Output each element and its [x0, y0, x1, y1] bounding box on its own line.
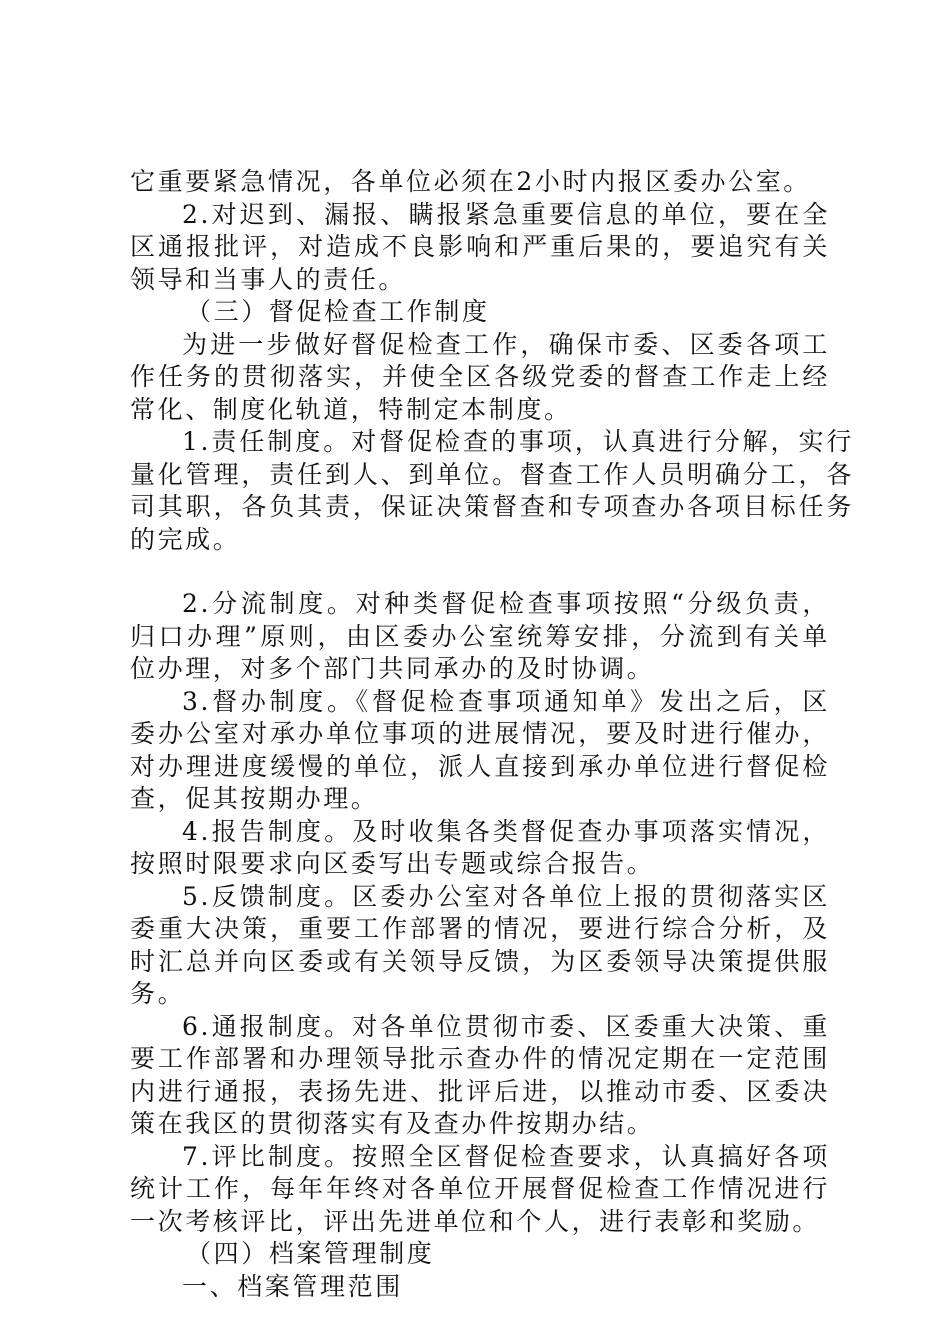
paragraph-notification-system: 6.通报制度。对各单位贯彻市委、区委重大决策、重要工作部署和办理领导批示查办件的情况定期在一定范围内进行通报，表扬先进、批评后进，以推动市委、区委决策在我区的贯彻落实有及查办件按期办结。 — [130, 1011, 830, 1138]
paragraph-continuation: 它重要紧急情况，各单位必须在2小时内报区委办公室。 — [130, 167, 811, 196]
section-heading-3: （三）督促检查工作制度 — [186, 297, 490, 326]
paragraph-distribution-system: 2.分流制度。对种类督促检查事项按照“分级负责，归口办理”原则，由区委办公室统筹安排，分流到有关单位办理，对多个部门共同承办的及时协调。 — [130, 589, 830, 683]
paragraph-reporting-system: 4.报告制度。及时收集各类督促查办事项落实情况，按照时限要求向区委写出专题或综合报告。 — [130, 816, 830, 878]
section-heading-4: （四）档案管理制度 — [186, 1239, 435, 1268]
paragraph-feedback-system: 5.反馈制度。区委办公室对各单位上报的贯彻落实区委重大决策，重要工作部署的情况，要进行综合分析，及时汇总并向区委或有关领导反馈，为区委领导决策提供服务。 — [130, 881, 830, 1008]
paragraph-evaluation-system: 7.评比制度。按照全区督促检查要求，认真搞好各项统计工作，每年年终对各单位开展督促检查工作情况进行一次考核评比，评出先进单位和个人，进行表彰和奖励。 — [130, 1141, 830, 1236]
subsection-heading-1: 一、档案管理范围 — [182, 1271, 403, 1301]
paragraph-intro: 为进一步做好督促检查工作，确保市委、区委各项工作任务的贯彻落实，并使全区各级党委的督查工作走上经常化、制度化轨道，特制定本制度。 — [130, 329, 830, 424]
paragraph-responsibility-system: 1.责任制度。对督促检查的事项，认真进行分解，实行量化管理，责任到人、到单位。督查工作人员明确分工，各司其职，各负其责，保证决策督查和专项查办各项目标任务的完成。 — [130, 427, 854, 554]
document-body — [130, 166, 854, 1303]
paragraph-item-2: 2.对迟到、漏报、瞒报紧急重要信息的单位，要在全区通报批评，对造成不良影响和严重后果的，要追究有关领导和当事人的责任。 — [130, 199, 830, 294]
paragraph-supervision-system: 3.督办制度。《督促检查事项通知单》发出之后，区委办公室对承办单位事项的进展情况，要及时进行催办，对办理进度缓慢的单位，派人直接到承办单位进行督促检查，促其按期办理。 — [130, 686, 830, 813]
